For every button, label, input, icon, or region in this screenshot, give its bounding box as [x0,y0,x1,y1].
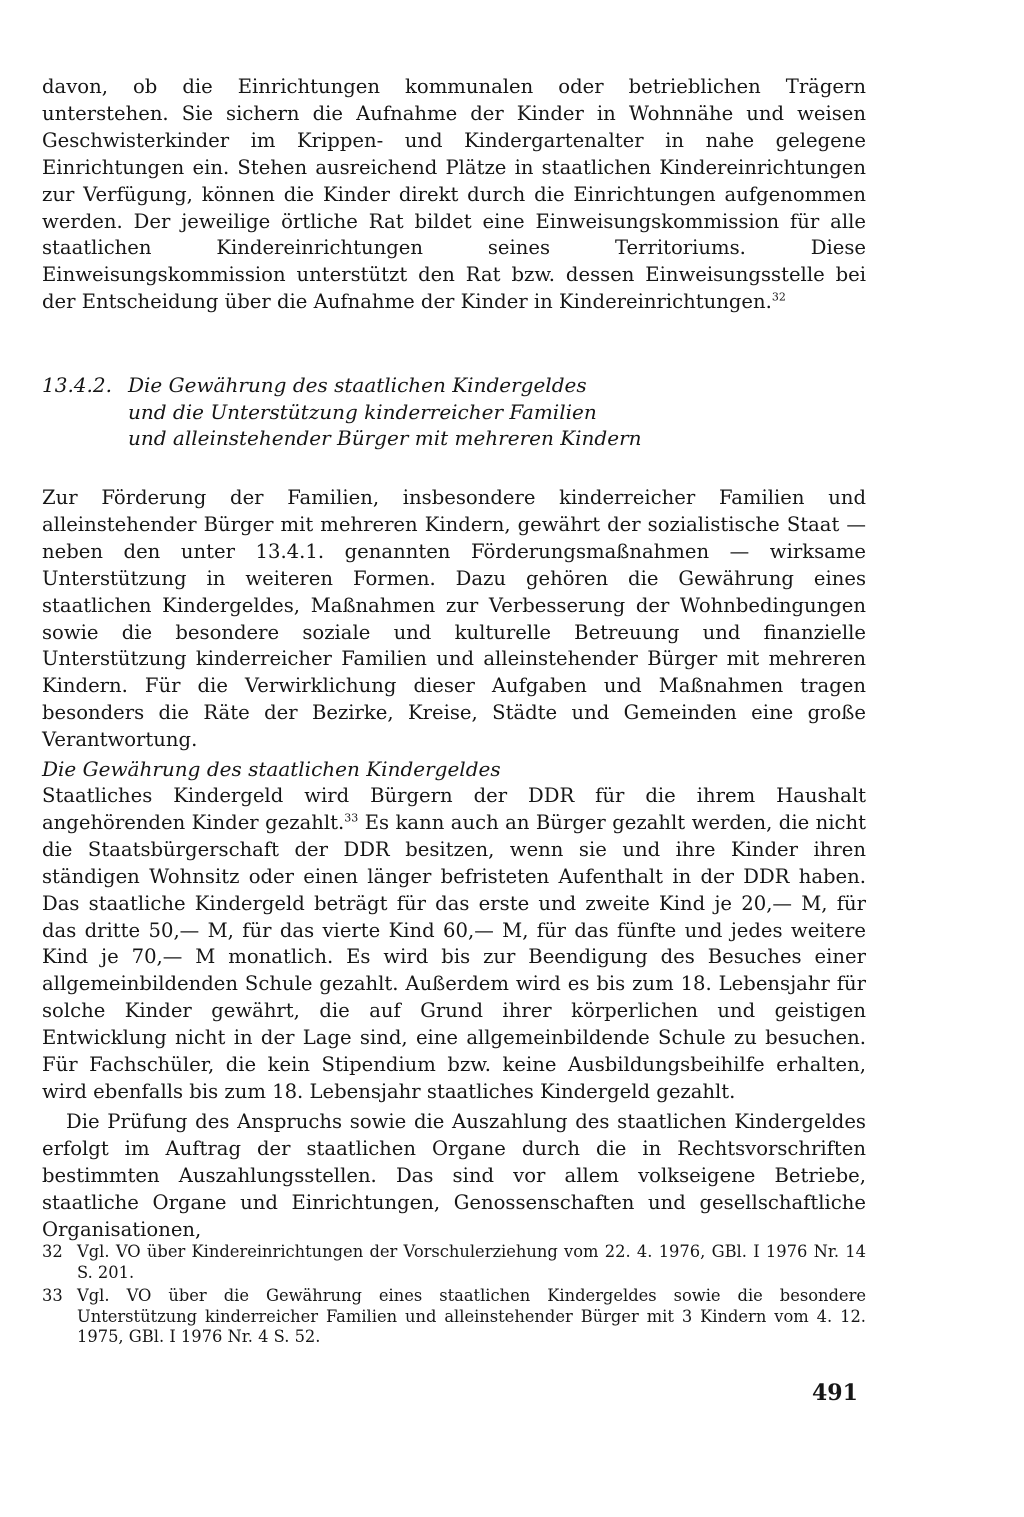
section-title-line: und die Unterstützung kinderreicher Familien [128,399,597,424]
footnote-reference-32: 32 [771,290,786,304]
footnote-text: Vgl. VO über die Gewährung eines staatlichen Kindergeldes sowie die besondere Unterstützung kinderreicher Familien und alleinstehender Bürger mit 3 Kindern vom 4. 12. 1975, GBl. I 1976 Nr. 4 S. 52. [77,1286,866,1347]
section-number: 13.4.2. [42,373,112,397]
paragraph-text: davon, ob die Einrichtungen kommunalen oder betrieblichen Trägern unterstehen. Sie sichern die Aufnahme der Kinder in Wohnnähe und weisen Geschwisterkinder im Krippen- und Kindergartenalter in nahe gelegene Einrichtungen ein. Stehen ausreichend Plätze in staatlichen Kindereinrichtungen zur Verfügung, können die Kinder direkt durch die Einrichtungen aufgenommen werden. Der jeweilige örtliche Rat bildet eine Einweisungskommission für alle staatlichen Kindereinrichtungen seines Territoriums. Diese Einweisungskommission unterstützt den Rat bzw. dessen Einweisungsstelle bei der Entscheidung über die Aufnahme der Kinder in Kindereinrichtungen. [42,75,866,314]
paragraph-foerderung-familien: Zur Förderung der Familien, insbesondere kinderreicher Familien und alleinstehender Bürger mit mehreren Kindern, gewährt der sozialistische Staat — neben den unter 13.4.1. genannten Förderungsmaßnahmen — wirksame Unterstützung in weiteren Formen. Dazu gehören die Gewährung eines staatlichen Kindergeldes, Maßnahmen zur Verbesserung der Wohnbedingungen sowie die besondere soziale und kulturelle Betreuung und finanzielle Unterstützung kinderreicher Familien und alleinstehender Bürger mit mehreren Kindern. Für die Verwirklichung dieser Aufgaben und Maßnahmen tragen besonders die Räte der Bezirke, Kreise, Städte und Gemeinden eine große Verantwortung. [42,486,866,752]
paragraph-kindereinrichtungen-aufnahme [42,74,866,316]
footnote-number: 32 [42,1242,63,1261]
footnote-reference-33: 33 [344,811,359,825]
paragraph-auszahlung: Die Prüfung des Anspruchs sowie die Auszahlung des staatlichen Kindergeldes erfolgt im Auftrag der staatlichen Organe durch die in Rechtsvorschriften bestimmten Auszahlungsstellen. Das sind vor allem volkseigene Betriebe, staatliche Organe und Einrichtungen, Genossenschaften und gesellschaftliche Organisationen, [42,1110,866,1241]
page-number: 491 [812,1380,858,1406]
paragraph-text: Staatliches Kindergeld wird Bürgern der DDR für die ihrem Haushalt angehörenden Kinder gezahlt. [42,784,866,834]
section-title-line: Die Gewährung des staatlichen Kindergeldes [128,373,587,397]
footnote [42,1286,866,1348]
section-title-line: und alleinstehender Bürger mit mehreren Kindern [128,426,642,450]
footnote [42,1242,866,1283]
paragraph-text: Es kann auch an Bürger gezahlt werden, die nicht die Staatsbürgerschaft der DDR besitzen, wenn sie und ihre Kinder ihren ständigen Wohnsitz oder einen länger befristeten Aufenthalt in der DDR haben. Das staatliche Kindergeld beträgt für das erste und zweite Kind je 20,— M, für das dritte 50,— M, für das vierte Kind 60,— M, für das fünfte und jedes weitere Kind je 70,— M monatlich. Es wird bis zur Beendigung des Besuches einer allgemeinbildenden Schule gezahlt. Außerdem wird es bis zum 18. Lebensjahr für solche Kinder gewährt, die auf Grund ihrer körperlichen und geistigen Entwicklung nicht in der Lage sind, eine allgemeinbildende Schule zu besuchen. Für Fachschüler, die kein Stipendium bzw. keine Ausbildungsbeihilfe erhalten, wird ebenfalls bis zum 18. Lebensjahr staatliches Kindergeld gezahlt. [42,810,867,1103]
footnote-number: 33 [42,1286,63,1305]
section-title [128,372,748,452]
paragraph-kindergeld [42,783,866,1106]
footnote-text: Vgl. VO über Kindereinrichtungen der Vorschulerziehung vom 22. 4. 1976, GBl. I 1976 Nr. 14 S. 201. [77,1242,866,1282]
subheading: Die Gewährung des staatlichen Kindergeldes [42,757,501,781]
